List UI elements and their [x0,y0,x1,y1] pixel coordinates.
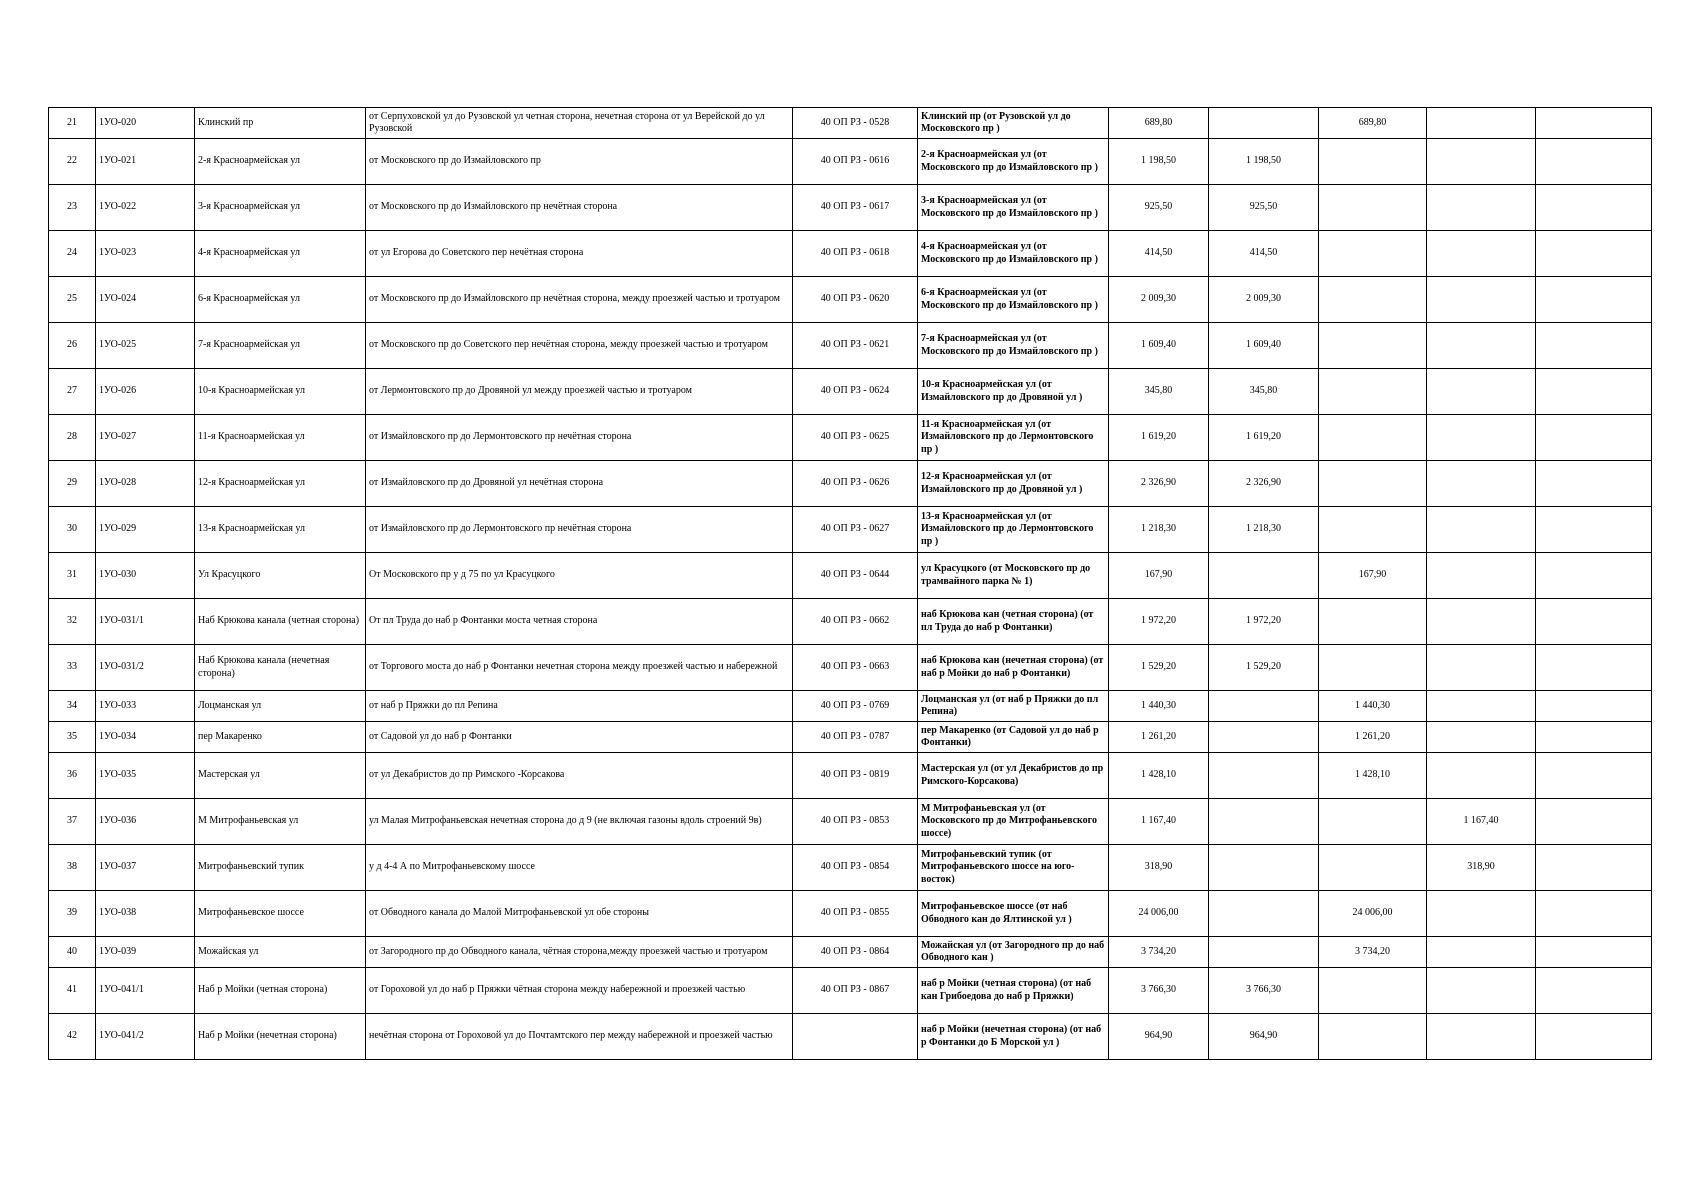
table-row [49,799,1652,845]
area-col-4 [1536,461,1652,507]
registry-number: 40 ОП РЗ - 0662 [793,599,918,645]
area-col-4 [1536,108,1652,139]
row-number: 25 [49,277,96,323]
registry-number: 40 ОП РЗ - 0864 [793,937,918,968]
area-col-2: 3 734,20 [1319,937,1427,968]
table-row [49,369,1652,415]
total-area: 1 218,30 [1109,507,1209,553]
registry-number: 40 ОП РЗ - 0621 [793,323,918,369]
area-col-1: 2 326,90 [1209,461,1319,507]
area-col-4 [1536,753,1652,799]
area-col-2 [1319,277,1427,323]
registry-name: Клинский пр (от Рузовской ул до Московского пр ) [918,108,1109,139]
area-col-3 [1427,507,1536,553]
area-col-3 [1427,369,1536,415]
registry-name: 11-я Красноармейская ул (от Измайловского пр до Лермонтовского пр ) [918,415,1109,461]
area-col-2: 1 261,20 [1319,722,1427,753]
row-number: 42 [49,1014,96,1060]
area-col-3 [1427,599,1536,645]
object-code: 1УО-034 [96,722,195,753]
registry-name: М Митрофаньевская ул (от Московского пр до Митрофаньевского шоссе) [918,799,1109,845]
row-number: 21 [49,108,96,139]
area-col-3 [1427,1014,1536,1060]
table-row [49,461,1652,507]
table-row [49,415,1652,461]
area-col-2 [1319,415,1427,461]
section-description: от Обводного канала до Малой Митрофаньевской ул обе стороны [366,891,793,937]
registry-name: Митрофаньевское шоссе (от наб Обводного кан до Ялтинской ул ) [918,891,1109,937]
object-code: 1УО-029 [96,507,195,553]
total-area: 1 167,40 [1109,799,1209,845]
area-col-2: 24 006,00 [1319,891,1427,937]
total-area: 964,90 [1109,1014,1209,1060]
area-col-4 [1536,968,1652,1014]
area-col-3 [1427,553,1536,599]
area-col-4 [1536,891,1652,937]
row-number: 36 [49,753,96,799]
street-name: Можайская ул [195,937,366,968]
object-code: 1УО-024 [96,277,195,323]
street-name: 10-я Красноармейская ул [195,369,366,415]
area-col-3 [1427,691,1536,722]
row-number: 29 [49,461,96,507]
section-description: ул Малая Митрофаньевская нечетная сторона до д 9 (не включая газоны вдоль строений 9в) [366,799,793,845]
area-col-4 [1536,845,1652,891]
section-description: От Московского пр у д 75 по ул Красуцкого [366,553,793,599]
street-name: Митрофаньевский тупик [195,845,366,891]
row-number: 41 [49,968,96,1014]
area-col-1: 345,80 [1209,369,1319,415]
area-col-4 [1536,277,1652,323]
area-col-3: 1 167,40 [1427,799,1536,845]
registry-name: наб р Мойки (четная сторона) (от наб кан Грибоедова до наб р Пряжки) [918,968,1109,1014]
object-code: 1УО-041/2 [96,1014,195,1060]
street-name: Наб Крюкова канала (четная сторона) [195,599,366,645]
area-col-2 [1319,507,1427,553]
row-number: 30 [49,507,96,553]
section-description: от Московского пр до Советского пер нечётная сторона, между проезжей частью и тротуаром [366,323,793,369]
area-col-2 [1319,599,1427,645]
area-col-4 [1536,369,1652,415]
area-col-3 [1427,139,1536,185]
total-area: 24 006,00 [1109,891,1209,937]
street-name: Ул Красуцкого [195,553,366,599]
street-name: Митрофаньевское шоссе [195,891,366,937]
row-number: 37 [49,799,96,845]
total-area: 167,90 [1109,553,1209,599]
row-number: 28 [49,415,96,461]
area-col-2 [1319,461,1427,507]
section-description: от ул Декабристов до пр Римского -Корсакова [366,753,793,799]
street-name: 2-я Красноармейская ул [195,139,366,185]
area-col-3 [1427,231,1536,277]
object-code: 1УО-035 [96,753,195,799]
object-code: 1УО-028 [96,461,195,507]
registry-name: Лоцманская ул (от наб р Пряжки до пл Репина) [918,691,1109,722]
area-col-1 [1209,722,1319,753]
registry-name: 7-я Красноармейская ул (от Московского пр до Измайловского пр ) [918,323,1109,369]
registry-name: наб Крюкова кан (четная сторона) (от пл Труда до наб р Фонтанки) [918,599,1109,645]
registry-name: 3-я Красноармейская ул (от Московского пр до Измайловского пр ) [918,185,1109,231]
total-area: 689,80 [1109,108,1209,139]
area-col-2 [1319,369,1427,415]
area-col-4 [1536,599,1652,645]
section-description: от Загородного пр до Обводного канала, чётная сторона,между проезжей частью и тротуаром [366,937,793,968]
table-row [49,968,1652,1014]
table-row [49,139,1652,185]
street-name: М Митрофаньевская ул [195,799,366,845]
area-col-4 [1536,722,1652,753]
object-code: 1УО-033 [96,691,195,722]
section-description: от Измайловского пр до Лермонтовского пр нечётная сторона [366,415,793,461]
area-col-1: 1 529,20 [1209,645,1319,691]
street-name: Лоцманская ул [195,691,366,722]
section-description: от Садовой ул до наб р Фонтанки [366,722,793,753]
table-row [49,599,1652,645]
area-col-1 [1209,799,1319,845]
area-col-2: 1 440,30 [1319,691,1427,722]
area-col-2 [1319,139,1427,185]
area-col-2 [1319,185,1427,231]
table-row [49,845,1652,891]
area-col-4 [1536,231,1652,277]
object-code: 1УО-039 [96,937,195,968]
registry-name: 13-я Красноармейская ул (от Измайловского пр до Лермонтовского пр ) [918,507,1109,553]
section-description: От пл Труда до наб р Фонтанки моста четная сторона [366,599,793,645]
table-body [49,108,1652,1060]
area-col-2 [1319,231,1427,277]
table-row [49,937,1652,968]
registry-number: 40 ОП РЗ - 0819 [793,753,918,799]
object-code: 1УО-020 [96,108,195,139]
total-area: 1 609,40 [1109,323,1209,369]
area-col-4 [1536,323,1652,369]
row-number: 31 [49,553,96,599]
area-col-3 [1427,185,1536,231]
table-row [49,185,1652,231]
registry-name: 4-я Красноармейская ул (от Московского пр до Измайловского пр ) [918,231,1109,277]
row-number: 23 [49,185,96,231]
area-col-1: 1 972,20 [1209,599,1319,645]
area-col-4 [1536,1014,1652,1060]
area-col-1 [1209,891,1319,937]
area-col-4 [1536,185,1652,231]
area-col-2: 689,80 [1319,108,1427,139]
street-name: Мастерская ул [195,753,366,799]
street-name: 12-я Красноармейская ул [195,461,366,507]
area-col-2 [1319,1014,1427,1060]
area-col-1: 1 619,20 [1209,415,1319,461]
table-row [49,645,1652,691]
area-col-1: 2 009,30 [1209,277,1319,323]
total-area: 2 326,90 [1109,461,1209,507]
object-code: 1УО-022 [96,185,195,231]
area-col-1 [1209,753,1319,799]
section-description: от Лермонтовского пр до Дровяной ул между проезжей частью и тротуаром [366,369,793,415]
registry-number: 40 ОП РЗ - 0787 [793,722,918,753]
area-col-4 [1536,139,1652,185]
section-description: у д 4-4 А по Митрофаньевскому шоссе [366,845,793,891]
registry-number: 40 ОП РЗ - 0618 [793,231,918,277]
object-code: 1УО-036 [96,799,195,845]
object-code: 1УО-021 [96,139,195,185]
area-col-1: 964,90 [1209,1014,1319,1060]
registry-number: 40 ОП РЗ - 0620 [793,277,918,323]
area-col-3 [1427,937,1536,968]
registry-name: 12-я Красноармейская ул (от Измайловского пр до Дровяной ул ) [918,461,1109,507]
table-row [49,277,1652,323]
area-col-4 [1536,799,1652,845]
total-area: 1 261,20 [1109,722,1209,753]
area-col-2 [1319,968,1427,1014]
table-row [49,553,1652,599]
object-code: 1УО-026 [96,369,195,415]
row-number: 32 [49,599,96,645]
registry-number: 40 ОП РЗ - 0617 [793,185,918,231]
registry-name: наб Крюкова кан (нечетная сторона) (от наб р Мойки до наб р Фонтанки) [918,645,1109,691]
row-number: 39 [49,891,96,937]
object-code: 1УО-027 [96,415,195,461]
section-description: от Измайловского пр до Дровяной ул нечётная сторона [366,461,793,507]
table-row [49,722,1652,753]
street-name: 4-я Красноармейская ул [195,231,366,277]
area-col-3 [1427,108,1536,139]
street-name: Клинский пр [195,108,366,139]
area-col-2: 167,90 [1319,553,1427,599]
area-col-1 [1209,553,1319,599]
total-area: 318,90 [1109,845,1209,891]
object-code: 1УО-041/1 [96,968,195,1014]
registry-number: 40 ОП РЗ - 0769 [793,691,918,722]
table-row [49,691,1652,722]
row-number: 40 [49,937,96,968]
total-area: 925,50 [1109,185,1209,231]
area-col-1: 1 609,40 [1209,323,1319,369]
registry-number: 40 ОП РЗ - 0853 [793,799,918,845]
object-code: 1УО-030 [96,553,195,599]
area-col-1: 1 198,50 [1209,139,1319,185]
total-area: 1 428,10 [1109,753,1209,799]
area-col-3 [1427,461,1536,507]
section-description: нечётная сторона от Гороховой ул до Почтамтского пер между набережной и проезжей частью [366,1014,793,1060]
registry-number: 40 ОП РЗ - 0627 [793,507,918,553]
total-area: 345,80 [1109,369,1209,415]
section-description: от Измайловского пр до Лермонтовского пр нечётная сторона [366,507,793,553]
area-col-4 [1536,553,1652,599]
area-col-3 [1427,968,1536,1014]
table-row [49,231,1652,277]
total-area: 3 734,20 [1109,937,1209,968]
total-area: 1 529,20 [1109,645,1209,691]
area-col-1 [1209,845,1319,891]
object-code: 1УО-037 [96,845,195,891]
area-col-3 [1427,891,1536,937]
registry-number: 40 ОП РЗ - 0625 [793,415,918,461]
total-area: 2 009,30 [1109,277,1209,323]
registry-name: Можайская ул (от Загородного пр до наб Обводного кан ) [918,937,1109,968]
register-table [48,107,1652,1060]
section-description: от Московского пр до Измайловского пр [366,139,793,185]
table-row [49,323,1652,369]
total-area: 414,50 [1109,231,1209,277]
street-name: пер Макаренко [195,722,366,753]
row-number: 27 [49,369,96,415]
area-col-3 [1427,722,1536,753]
registry-number: 40 ОП РЗ - 0644 [793,553,918,599]
total-area: 1 972,20 [1109,599,1209,645]
area-col-4 [1536,937,1652,968]
registry-name: пер Макаренко (от Садовой ул до наб р Фонтанки) [918,722,1109,753]
total-area: 3 766,30 [1109,968,1209,1014]
row-number: 24 [49,231,96,277]
area-col-1: 925,50 [1209,185,1319,231]
registry-name: наб р Мойки (нечетная сторона) (от наб р Фонтанки до Б Морской ул ) [918,1014,1109,1060]
registry-number [793,1014,918,1060]
registry-name: 6-я Красноармейская ул (от Московского пр до Измайловского пр ) [918,277,1109,323]
registry-number: 40 ОП РЗ - 0867 [793,968,918,1014]
table-row [49,507,1652,553]
street-name: 11-я Красноармейская ул [195,415,366,461]
total-area: 1 440,30 [1109,691,1209,722]
area-col-4 [1536,507,1652,553]
registry-number: 40 ОП РЗ - 0624 [793,369,918,415]
row-number: 38 [49,845,96,891]
registry-number: 40 ОП РЗ - 0626 [793,461,918,507]
area-col-1: 3 766,30 [1209,968,1319,1014]
total-area: 1 619,20 [1109,415,1209,461]
street-name: 13-я Красноармейская ул [195,507,366,553]
area-col-2 [1319,845,1427,891]
street-name: 6-я Красноармейская ул [195,277,366,323]
street-name: Наб р Мойки (нечетная сторона) [195,1014,366,1060]
area-col-3 [1427,277,1536,323]
registry-name: Мастерская ул (от ул Декабристов до пр Римского-Корсакова) [918,753,1109,799]
object-code: 1УО-023 [96,231,195,277]
table-row [49,108,1652,139]
section-description: от ул Егорова до Советского пер нечётная сторона [366,231,793,277]
table-row [49,1014,1652,1060]
area-col-2 [1319,323,1427,369]
row-number: 35 [49,722,96,753]
registry-number: 40 ОП РЗ - 0616 [793,139,918,185]
area-col-3 [1427,415,1536,461]
area-col-1 [1209,108,1319,139]
area-col-3 [1427,323,1536,369]
section-description: от наб р Пряжки до пл Репина [366,691,793,722]
area-col-3: 318,90 [1427,845,1536,891]
area-col-1 [1209,691,1319,722]
row-number: 26 [49,323,96,369]
section-description: от Торгового моста до наб р Фонтанки нечетная сторона между проезжей частью и набережной [366,645,793,691]
street-name: 3-я Красноармейская ул [195,185,366,231]
section-description: от Серпуховской ул до Рузовской ул четная сторона, нечетная сторона от ул Верейской до ул Рузовской [366,108,793,139]
street-name: Наб р Мойки (четная сторона) [195,968,366,1014]
area-col-3 [1427,753,1536,799]
row-number: 34 [49,691,96,722]
area-col-1: 414,50 [1209,231,1319,277]
object-code: 1УО-025 [96,323,195,369]
registry-name: Митрофаньевский тупик (от Митрофаньевского шоссе на юго-восток) [918,845,1109,891]
section-description: от Московского пр до Измайловского пр нечётная сторона [366,185,793,231]
area-col-2: 1 428,10 [1319,753,1427,799]
registry-number: 40 ОП РЗ - 0528 [793,108,918,139]
object-code: 1УО-038 [96,891,195,937]
section-description: от Гороховой ул до наб р Пряжки чётная сторона между набережной и проезжей частью [366,968,793,1014]
registry-number: 40 ОП РЗ - 0854 [793,845,918,891]
object-code: 1УО-031/2 [96,645,195,691]
registry-name: 10-я Красноармейская ул (от Измайловского пр до Дровяной ул ) [918,369,1109,415]
area-col-1: 1 218,30 [1209,507,1319,553]
street-name: 7-я Красноармейская ул [195,323,366,369]
area-col-2 [1319,645,1427,691]
area-col-1 [1209,937,1319,968]
area-col-4 [1536,415,1652,461]
registry-number: 40 ОП РЗ - 0855 [793,891,918,937]
registry-number: 40 ОП РЗ - 0663 [793,645,918,691]
registry-name: 2-я Красноармейская ул (от Московского пр до Измайловского пр ) [918,139,1109,185]
area-col-4 [1536,645,1652,691]
row-number: 22 [49,139,96,185]
area-col-4 [1536,691,1652,722]
table-row [49,891,1652,937]
street-name: Наб Крюкова канала (нечетная сторона) [195,645,366,691]
object-code: 1УО-031/1 [96,599,195,645]
registry-name: ул Красуцкого (от Московского пр до трамвайного парка № 1) [918,553,1109,599]
section-description: от Московского пр до Измайловского пр нечётная сторона, между проезжей частью и тротуаром [366,277,793,323]
total-area: 1 198,50 [1109,139,1209,185]
area-col-3 [1427,645,1536,691]
table-row [49,753,1652,799]
area-col-2 [1319,799,1427,845]
row-number: 33 [49,645,96,691]
